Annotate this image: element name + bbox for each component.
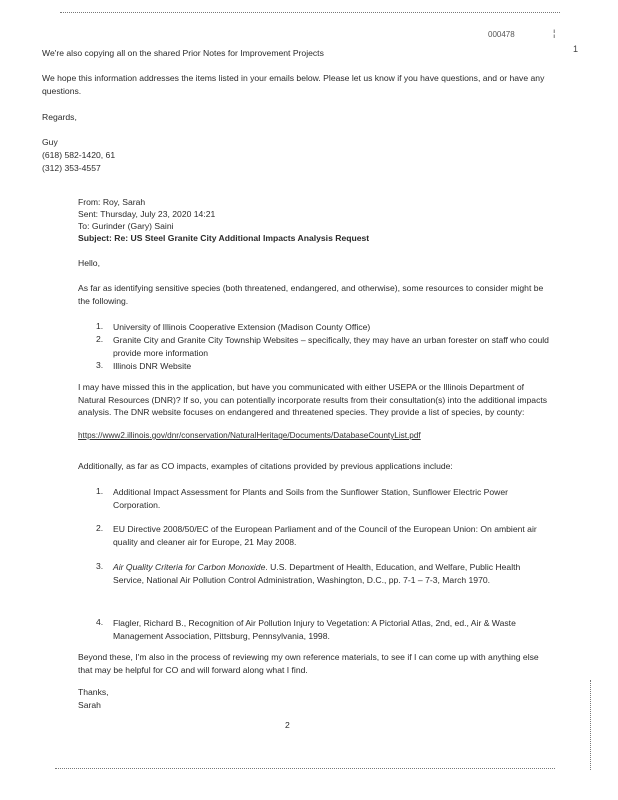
- list-item: Granite City and Granite City Township Websites – specifically, they may have an urban forester on staff who could provide more information: [113, 335, 549, 358]
- list-item-number: 2.: [96, 523, 104, 533]
- top-email-line1: We're also copying all on the shared Prior Notes for Improvement Projects: [42, 48, 324, 58]
- list-item: Flagler, Richard B., Recognition of Air Pollution Injury to Vegetation: A Pictorial Atlas, 2nd, ed., Air & Waste Management Association, Pittsburg, Pennsylvania, 1998.: [113, 618, 516, 641]
- corner-tick: ¦: [553, 28, 556, 38]
- page-number: 2: [285, 720, 290, 730]
- citation-rest: . U.S. Department of Health, Education, and Welfare, Public Health Service, National Air Pollution Control Administration, Washington, D.C., pp. 7-1 – 7-3, March 1970.: [113, 562, 521, 585]
- citation-title: Air Quality Criteria for Carbon Monoxide: [113, 562, 266, 572]
- top-scan-border: [60, 12, 560, 13]
- top-email-signature-phone2: (312) 353-4557: [42, 163, 101, 173]
- list-item-number: 3.: [96, 561, 104, 571]
- right-scan-border: [590, 680, 591, 770]
- list-item-number: 1.: [96, 486, 104, 496]
- list-item: EU Directive 2008/50/EC of the European Parliament and of the Council of the European Union: On ambient air quality and cleaner air for Europe, 21 May 2008.: [113, 524, 537, 547]
- list-item: [113, 561, 553, 586]
- body-sender: Sarah: [78, 700, 101, 710]
- list-item-number: 4.: [96, 617, 104, 627]
- bates-number: 000478: [488, 30, 515, 39]
- list-item: Additional Impact Assessment for Plants and Soils from the Sunflower Station, Sunflower Electric Power Corporation.: [113, 487, 509, 510]
- body-para1: As far as identifying sensitive species (both threatened, endangered, and otherwise), some resources to consider might be the following.: [78, 283, 544, 306]
- top-email-regards: Regards,: [42, 112, 77, 122]
- dnr-species-link[interactable]: https://www2.illinois.gov/dnr/conservation/NaturalHeritage/Documents/DatabaseCountyList.pdf: [78, 431, 421, 440]
- list-item-number: 2.: [96, 334, 104, 344]
- body-para4: Beyond these, I'm also in the process of reviewing my own reference materials, to see if I can come up with anything else that may be helpful for CO and will forward along what I find.: [78, 652, 539, 675]
- margin-mark: 1: [573, 44, 579, 54]
- bottom-scan-border: [55, 768, 555, 769]
- body-thanks: Thanks,: [78, 687, 109, 697]
- body-para2: I may have missed this in the application, but have you communicated with either USEPA or the Illinois Department of Natural Resources (DNR)? If so, you can potentially incorporate results from their consultation(s) into the additional impacts analysis. The DNR website focuses on endangered and threatened species. They provide a list of species, by county:: [78, 382, 548, 417]
- header-sent: Sent: Thursday, July 23, 2020 14:21: [78, 209, 216, 219]
- top-email-signature-name: Guy: [42, 137, 58, 147]
- header-from: From: Roy, Sarah: [78, 197, 146, 207]
- header-subject: Subject: Re: US Steel Granite City Additional Impacts Analysis Request: [78, 233, 370, 243]
- body-para3: Additionally, as far as CO impacts, examples of citations provided by previous applications include:: [78, 461, 453, 471]
- list-item-number: 1.: [96, 321, 104, 331]
- list-item-number: 3.: [96, 360, 104, 370]
- list-item: University of Illinois Cooperative Extension (Madison County Office): [113, 322, 371, 332]
- top-email-intro: We hope this information addresses the items listed in your emails below. Please let us know if you have questions, and or have any questions.: [42, 73, 545, 96]
- header-to: To: Gurinder (Gary) Saini: [78, 221, 174, 231]
- list-item: Illinois DNR Website: [113, 361, 192, 371]
- top-email-signature-phone1: (618) 582-1420, 61: [42, 150, 116, 160]
- body-greeting: Hello,: [78, 258, 100, 268]
